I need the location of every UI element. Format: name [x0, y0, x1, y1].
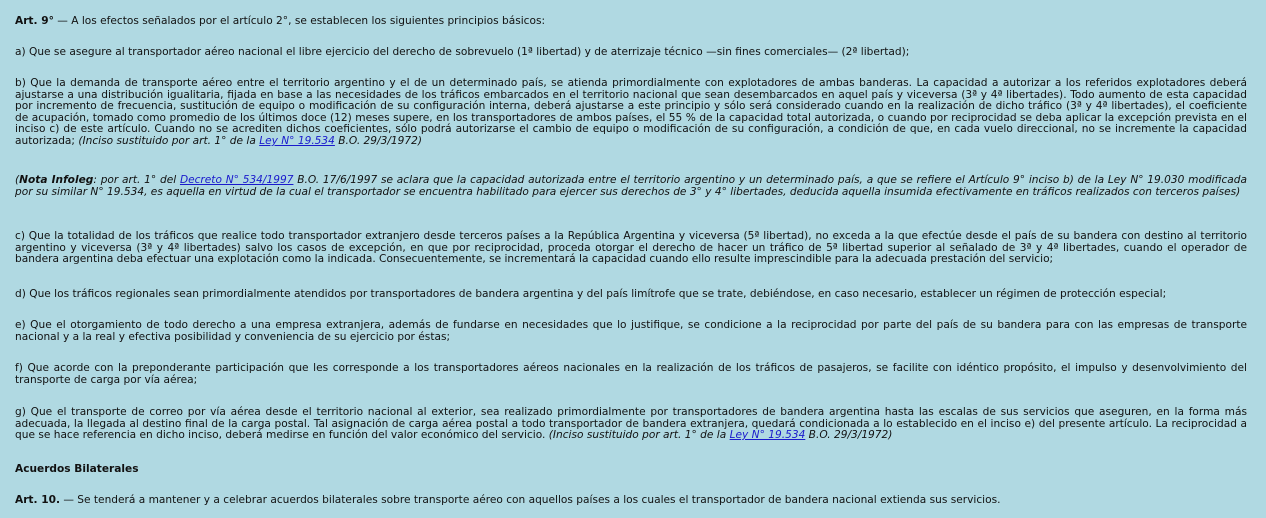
nota-open-paren: ( — [15, 174, 20, 186]
article-10 — [15, 495, 1247, 507]
clause-f: f) Que acorde con la preponderante participación que les corresponde a los transportadores aéreos nacionales en la realización de los tráficos de pasajeros, se facilite con idéntico propósito, el impulso y desenvolvimiento del transporte de carga por vía aérea; — [15, 362, 1247, 386]
clause-b-amendment-note — [78, 135, 422, 147]
article-9-label: Art. 9° — [15, 15, 54, 27]
clause-g-note-suffix: B.O. 29/3/1972) — [805, 429, 893, 442]
article-9-intro-text: — A los efectos señalados por el artículo 2°, se establecen los siguientes principios básicos: — [53, 15, 546, 27]
nota-text: B.O. 17/6/1997 se aclara que la capacidad autorizada entre el territorio argentino y un determinado país, a que se refiere el Artículo 9° inciso b) de la Ley N° 19.030 modificada por su similar N° 19.534, es aquella en virtud de la cual el transportador se encuentra habilitado para ejercer sus derechos de 3° y 4° libertades, deducida aquella insumida efectivamente en tráficos realizados con terceros países) — [15, 174, 1247, 198]
ley-19534-link[interactable]: Ley N° 19.534 — [729, 429, 806, 442]
clause-e: e) Que el otorgamiento de todo derecho a una empresa extranjera, además de fundarse en necesidades que lo justifique, se condicione a la reciprocidad por parte del país de su bandera para con las empresas de transporte nacional y a la real y efectiva posibilidad y conveniencia de su ejercicio por éstas; — [15, 319, 1247, 343]
clause-g-text: g) Que el transporte de correo por vía aérea desde el territorio nacional al exterior, sea realizado primordialmente por transportadores de bandera argentina hasta las escalas de sus servicios que aseguren, en la forma más adecuada, la llegada al destino final de la carga postal. Tal asignación de carga aérea postal a todo transportador de bandera extranjera, quedará condicionada a lo establecido en el inciso e) del presente artículo. La reciprocidad a que se hace referencia en dicho inciso, deberá medirse en función del valor económico del servicio. — [15, 406, 1247, 442]
ley-19534-link[interactable]: Ley N° 19.534 — [259, 134, 335, 147]
clause-b-text: b) Que la demanda de transporte aéreo entre el territorio argentino y el de un determinado país, se atienda primordialmente con explotadores de ambas banderas. La capacidad a autorizar a los referidos explotadores deberá ajustarse a una distribución igualitaria, fijada en base a las necesidades de los tráficos embarcados en el territorio nacional que sean desembarcados en aquel país y viceversa (3ª y 4ª libertades). Todo aumento de esta capacidad por incremento de frecuencia, sustitución de equipo o modificación de su configuración interna, deberá ajustarse a este principio y sólo será considerado cuando en la realización de dicho tráfico (3ª y 4ª libertades), el coeficiente de acupación, tomado como promedio de los últimos doce (12) meses supere, en los transportadores de ambos países, el 55 % de la capacidad total autorizada, o cuando por reciprocidad se deba aplicar la excepción prevista en el inciso c) de este artículo. Cuando no se acrediten dichos coeficientes, sólo podrá autorizarse el cambio de equipo o modificación de su configuración, a condición de que, en cada vuelo direccional, no se incremente la capacidad autorizada; — [15, 77, 1247, 147]
section-heading-text: Acuerdos Bilaterales — [15, 463, 139, 475]
decreto-534-1997-link[interactable]: Decreto N° 534/1997 — [179, 174, 294, 186]
article-10-text: — Se tenderá a mantener y a celebrar acuerdos bilaterales sobre transporte aéreo con aquellos países a los cuales el transportador de bandera nacional extienda sus servicios. — [59, 494, 1001, 506]
section-heading — [15, 464, 1247, 476]
clause-g — [15, 407, 1247, 442]
clause-c: c) Que la totalidad de los tráficos que realice todo transportador extranjero desde terceros países a la República Argentina y viceversa (5ª libertad), no exceda a la que efectúe desde el país de su bandera con destino al territorio argentino y viceversa (3ª y 4ª libertades) salvo los casos de excepción, en que por reciprocidad, proceda otorgar el derecho de hacer un tráfico de 5ª libertad superior al señalado de 3ª y 4ª libertades, cuando el operador de bandera argentina deba efectuar una explotación como la indicada. Consecuentemente, se incrementará la capacidad cuando ello resulte imprescindible para la adecuada prestación del servicio; — [15, 230, 1247, 266]
nota-infoleg — [15, 175, 1247, 198]
article-10-label: Art. 10. — [15, 494, 60, 506]
clause-b-note-suffix: B.O. 29/3/1972) — [334, 134, 423, 147]
nota-infoleg-label: Nota Infoleg — [19, 174, 94, 186]
clause-g-amendment-note — [549, 429, 893, 441]
clause-b-note-prefix: (Inciso sustituido por art. 1° de la — [78, 134, 260, 147]
nota-text-prefix: : por art. 1° del — [93, 174, 180, 186]
clause-d: d) Que los tráficos regionales sean primordialmente atendidos por transportadores de bandera argentina y del país limítrofe que se trate, debiéndose, en caso necesario, establecer un régimen de protección especial; — [15, 288, 1167, 300]
clause-b — [15, 78, 1247, 148]
clause-a: a) Que se asegure al transportador aéreo nacional el libre ejercicio del derecho de sobrevuelo (1ª libertad) y de aterrizaje técnico —sin fines comerciales— (2ª libertad); — [15, 46, 910, 58]
article-9-intro — [15, 16, 1247, 28]
clause-g-note-prefix: (Inciso sustituido por art. 1° de la — [548, 429, 730, 442]
